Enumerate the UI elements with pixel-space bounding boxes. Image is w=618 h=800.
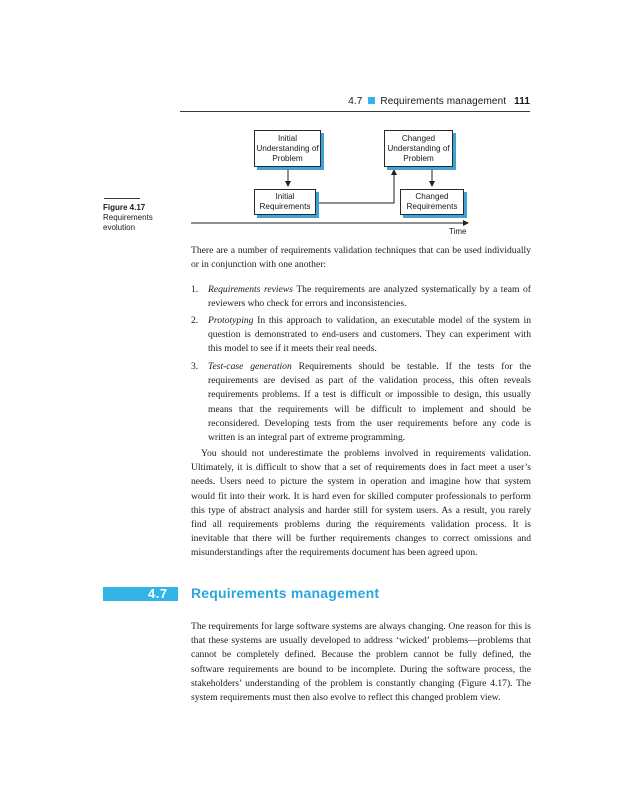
- box-initial-understanding: [254, 130, 321, 167]
- list-item-body: The requirements are analyzed systematically by a team of reviewers who check for errors and inconsistencies.: [208, 284, 531, 310]
- page-number: 111: [514, 96, 530, 107]
- list-item-term: Prototyping: [208, 315, 254, 326]
- section-paragraph: The requirements for large software systems are always changing. One reason for this is that these systems are usually developed to address ‘wicked’ problems—problems that cannot be completely defined. Because the problem cannot be fully defined, the software requirements are bound to be incomplete. During the software process, the stakeholders’ understanding of the problem is constantly changing (Figure 4.17). The system requirements must then also evolve to reflect this changed problem view.: [191, 621, 531, 704]
- closing-paragraph: You should not underestimate the problems involved in requirements validation. Ultimately, it is difficult to show that a set of requirements does in fact meet a user’s needs. Users need to picture the system in operation and imagine how that system would fit into their work. It is hard even for skilled computer professionals to perform this type of abstract analysis and harder still for system users. As a result, you rarely find all requirements problems during the requirements validation process. It is inevitable that there will be further requirements changes to correct omissions and misunderstandings after the requirements document has been agreed upon.: [191, 448, 531, 559]
- list-item-term: Test-case generation: [208, 361, 292, 372]
- figure-number: Figure 4.17: [103, 203, 146, 212]
- list-item-number: 1.: [191, 284, 199, 295]
- caption-rule: [104, 198, 140, 199]
- arrow-feedback: [316, 170, 394, 203]
- list-item-body: Requirements should be testable. If the tests for the requirements are devised as part of the validation process, this often reveals requirements problems. If a test is difficult or impossible to design, this usually means that the requirements will be difficult to implement and should be reconsidered. Developing tests from the user requirements before any code is written is an integral part of extreme programming.: [208, 361, 531, 444]
- section-title: Requirements management: [191, 585, 380, 601]
- list-item-number: 3.: [191, 361, 199, 372]
- box-initial-requirements: [254, 189, 316, 215]
- header-title: Requirements management: [380, 96, 507, 107]
- figure-caption: [103, 203, 183, 233]
- box-changed-requirements: [400, 189, 464, 215]
- figure-caption-text: Requirements evolution: [103, 213, 153, 232]
- list-item-number: 2.: [191, 315, 199, 326]
- list-item-term: Requirements reviews: [208, 284, 293, 295]
- box-initial-understanding-label: Initial Understanding of Problem: [256, 133, 319, 163]
- list-item-text: [208, 314, 531, 357]
- box-changed-understanding-label: Changed Understanding of Problem: [387, 133, 450, 163]
- header-section-number: 4.7: [348, 96, 363, 107]
- list-item-text: [208, 283, 531, 311]
- section-number: 4.7: [148, 586, 168, 601]
- list-item-body: In this approach to validation, an executable model of the system in question is demonstrated to end-users and customers. They can experiment with this model to see if it meets their real needs.: [208, 315, 531, 355]
- list-item-text: [208, 360, 531, 445]
- time-label: Time: [449, 227, 467, 236]
- box-changed-requirements-label: Changed Requirements: [406, 192, 458, 211]
- box-changed-understanding: [384, 130, 453, 167]
- intro-paragraph: There are a number of requirements validation techniques that can be used individually or in conjunction with one another:: [191, 245, 531, 271]
- box-initial-requirements-label: Initial Requirements: [259, 192, 311, 211]
